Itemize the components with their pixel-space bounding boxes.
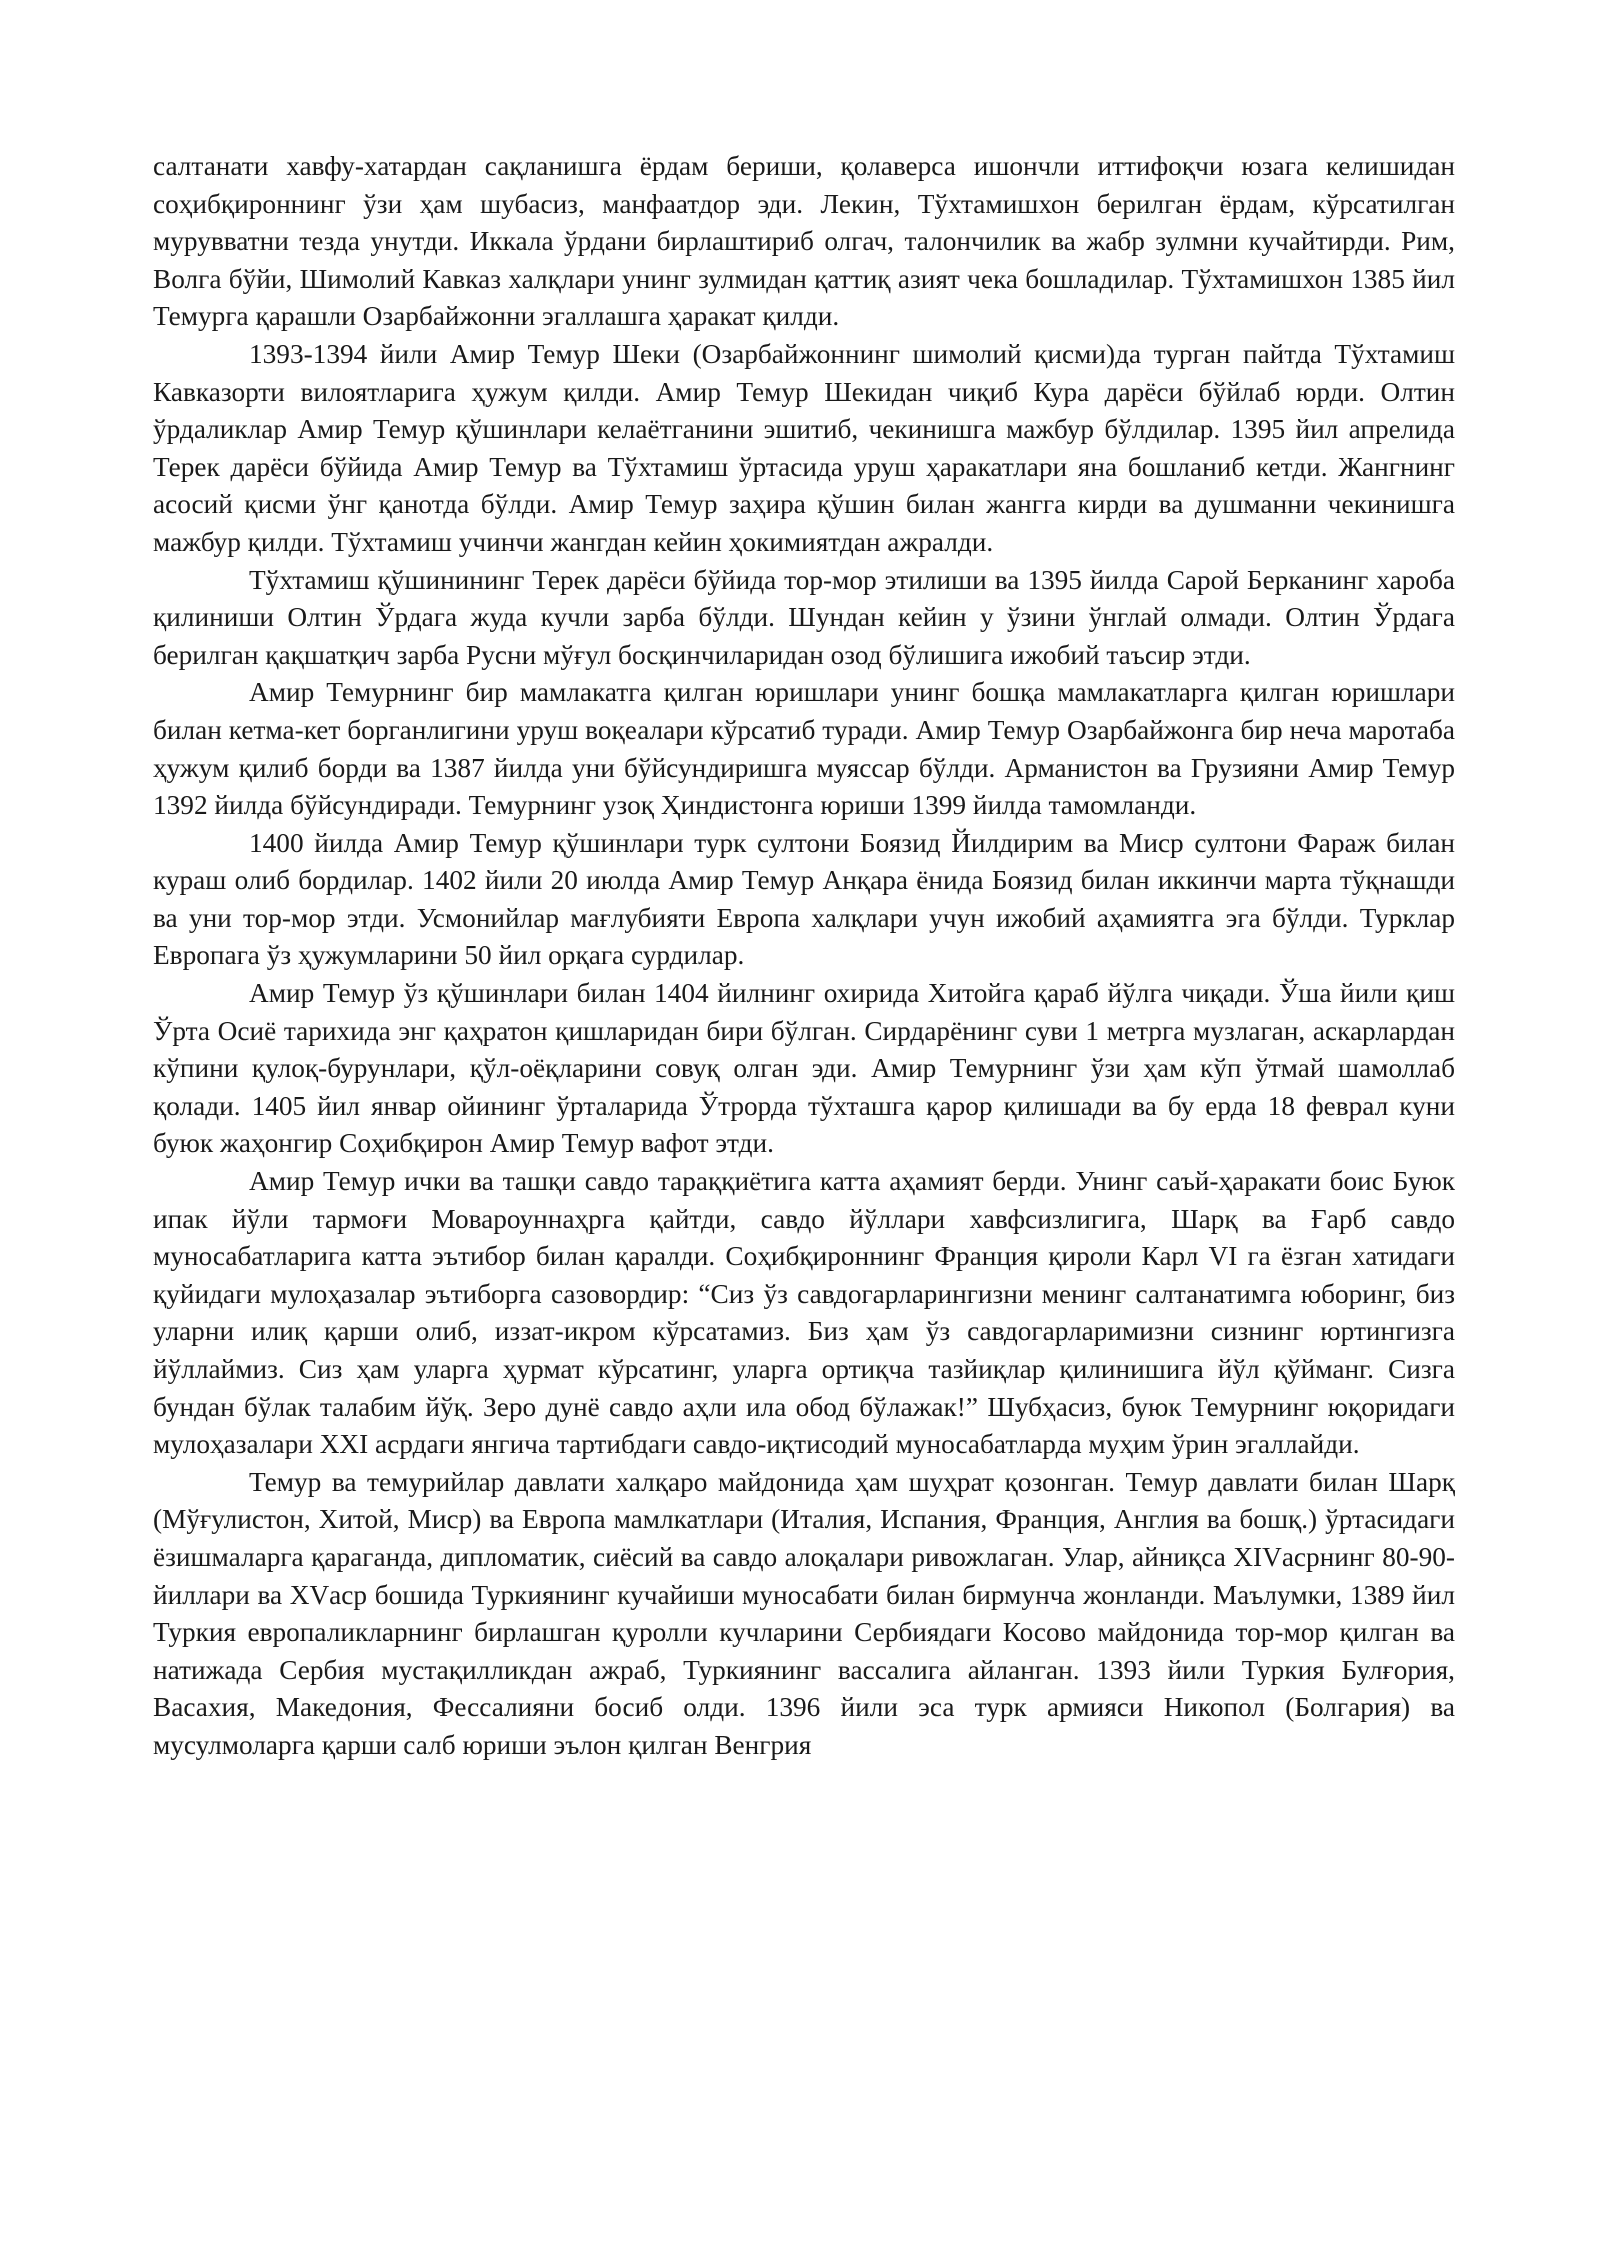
- paragraph: 1400 йилда Амир Темур қўшинлари турк султони Боязид Йилдирим ва Миср султони Фараж билан кураш олиб бордилар. 1402 йили 20 июлда Амир Темур Анқара ёнида Боязид билан иккинчи марта тўқнашди ва уни тор-мор этди. Усмонийлар мағлубияти Европа халқлари учун ижобий аҳамиятга эга бўлди. Турклар Европага ўз ҳужумларини 50 йил орқага сурдилар.: [153, 827, 1455, 971]
- paragraph: Амир Темурнинг бир мамлакатга қилган юришлари унинг бошқа мамлакатларга қилган юришлари билан кетма-кет борганлигини уруш воқеалари кўрсатиб туради. Амир Темур Озарбайжонга бир неча маротаба ҳужум қилиб борди ва 1387 йилда уни бўйсундиришга муяссар бўлди. Арманистон ва Грузияни Амир Темур 1392 йилда бўйсундиради. Темурнинг узоқ Ҳиндистонга юриши 1399 йилда тамомланди.: [153, 677, 1455, 821]
- paragraph: Амир Темур ўз қўшинлари билан 1404 йилнинг охирида Хитойга қараб йўлга чиқади. Ўша йили қиш Ўрта Осиё тарихида энг қаҳратон қишларидан бири бўлган. Сирдарёнинг суви 1 метрга музлаган, аскарлардан кўпини қулоқ-бурунлари, қўл-оёқларини совуқ олган эди. Амир Темурнинг ўзи ҳам кўп ўтмай шамоллаб қолади. 1405 йил январ ойининг ўрталарида Ўтрорда тўхташга қарор қилишади ва бу ерда 18 феврал куни буюк жаҳонгир Соҳибқирон Амир Темур вафот этди.: [153, 978, 1455, 1159]
- document-page: [153, 148, 1455, 1765]
- paragraph: салтанати хавфу-хатардан сақланишга ёрдам бериши, қолаверса ишончли иттифоқчи юзага келишидан соҳибқироннинг ўзи ҳам шубасиз, манфаатдор эди. Лекин, Тўхтамишхон берилган ёрдам, кўрсатилган мурувватни тезда унутди. Иккала ўрдани бирлаштириб олгач, талончилик ва жабр зулмни кучайтирди. Рим, Волга бўйи, Шимолий Кавказ халқлари унинг зулмидан қаттиқ азият чека бошладилар. Тўхтамишхон 1385 йил Темурга қарашли Озарбайжонни эгаллашга ҳаракат қилди.: [153, 151, 1455, 332]
- paragraph: Тўхтамиш қўшинининг Терек дарёси бўйида тор-мор этилиши ва 1395 йилда Сарой Берканинг хароба қилиниши Олтин Ўрдага жуда кучли зарба бўлди. Шундан кейин у ўзини ўнглай олмади. Олтин Ўрдага берилган қақшатқич зарба Русни мўғул босқинчиларидан озод бўлишига ижобий таъсир этди.: [153, 564, 1455, 670]
- paragraph: 1393-1394 йили Амир Темур Шеки (Озарбайжоннинг шимолий қисми)да турган пайтда Тўхтамиш Кавказорти вилоятларига ҳужум қилди. Амир Темур Шекидан чиқиб Кура дарёси бўйлаб юрди. Олтин ўрдаликлар Амир Темур қўшинлари келаётганини эшитиб, чекинишга мажбур бўлдилар. 1395 йил апрелида Терек дарёси бўйида Амир Темур ва Тўхтамиш ўртасида уруш ҳаракатлари яна бошланиб кетди. Жангнинг асосий қисми ўнг қанотда бўлди. Амир Темур заҳира қўшин билан жангга кирди ва душманни чекинишга мажбур қилди. Тўхтамиш учинчи жангдан кейин ҳокимиятдан ажралди.: [153, 338, 1455, 557]
- paragraph: Амир Темур ички ва ташқи савдо тараққиётига катта аҳамият берди. Унинг саъй-ҳаракати боис Буюк ипак йўли тармоғи Мовароуннаҳрга қайтди, савдо йўллари хавфсизлигига, Шарқ ва Ғарб савдо муносабатларига катта эътибор билан қаралди. Соҳибқироннинг Франция қироли Карл VI га ёзган хатидаги қуйидаги мулоҳазалар эътиборга сазовордир: “Сиз ўз савдогарларингизни менинг салтанатимга юборинг, биз уларни илиқ қарши олиб, иззат-икром кўрсатамиз. Биз ҳам ўз савдогарларимизни сизнинг юртингизга йўллаймиз. Сиз ҳам уларга ҳурмат кўрсатинг, уларга ортиқча тазйиқлар қилинишига йўл қўйманг. Сизга бундан бўлак талабим йўқ. Зеро дунё савдо аҳли ила обод бўлажак!” Шубҳасиз, буюк Темурнинг юқоридаги мулоҳазалари XXI асрдаги янгича тартибдаги савдо-иқтисодий муносабатларда муҳим ўрин эгаллайди.: [153, 1166, 1455, 1460]
- paragraph: Темур ва темурийлар давлати халқаро майдонида ҳам шуҳрат қозонган. Темур давлати билан Шарқ (Мўғулистон, Хитой, Миср) ва Европа мамлкатлари (Италия, Испания, Франция, Англия ва бошқ.) ўртасидаги ёзишмаларга қараганда, дипломатик, сиёсий ва савдо алоқалари ривожлаган. Улар, айниқса XIVасрнинг 80-90-йиллари ва XVаср бошида Туркиянинг кучайиши муносабати билан бирмунча жонланди. Маълумки, 1389 йил Туркия европаликларнинг бирлашган қуролли кучларини Сербиядаги Косово майдонида тор-мор қилган ва натижада Сербия мустақилликдан ажраб, Туркиянинг вассалига айланган. 1393 йили Туркия Булғория, Васахия, Македония, Фессалияни босиб олди. 1396 йили эса турк армияси Никопол (Болгария) ва мусулмоларга қарши салб юриши эълон қилган Венгрия: [153, 1466, 1455, 1760]
